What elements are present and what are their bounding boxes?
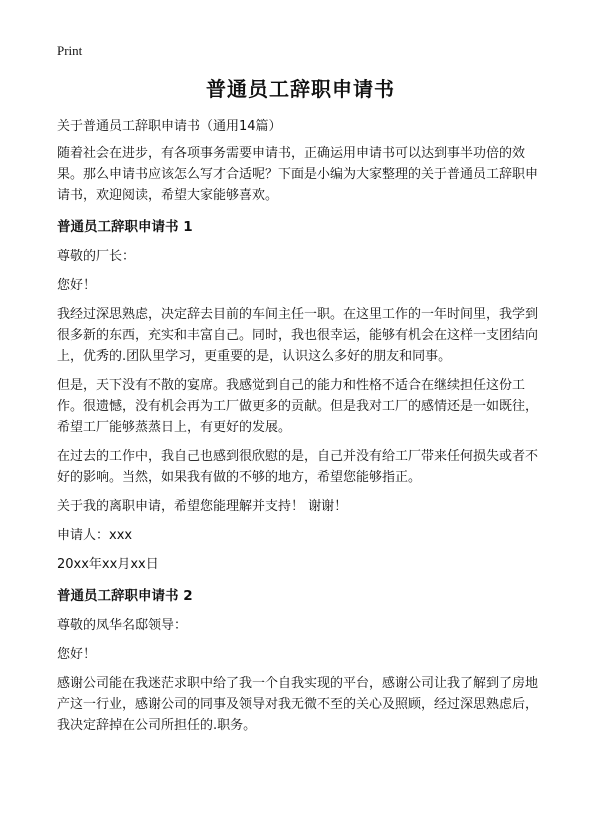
greeting: 您好！ (57, 278, 97, 293)
document-subtitle: 关于普通员工辞职申请书（通用14篇） (57, 119, 282, 134)
document-title: 普通员工辞职申请书 (206, 77, 395, 101)
salutation: 尊敬的凤华名邸领导： (57, 618, 188, 633)
body-paragraph: 关于我的离职申请，希望您能理解并支持！ 谢谢！ (57, 499, 348, 514)
letter-section-1 (57, 216, 544, 575)
letter-section-2 (57, 585, 544, 736)
body-paragraph: 感谢公司能在我迷茫求职中给了我一个自我实现的平台，感谢公司让我了解到了房地产这一行业，感谢公司的同事及领导对我无微不至的关心及照顾，经过深思熟虑后，我决定辞掉在公司所担任的.职务。 (57, 676, 539, 733)
print-link[interactable]: Print (57, 43, 83, 58)
body-paragraph: 在过去的工作中，我自己也感到很欣慰的是，自己并没有给工厂带来任何损失或者不好的影响。当然，如果我有做的不够的地方，希望您能够指正。 (57, 449, 539, 485)
applicant-line: 申请人：xxx (57, 528, 133, 543)
body-paragraph: 但是，天下没有不散的宴席。我感觉到自己的能力和性格不适合在继续担任这份工作。很遗憾，没有机会再为工厂做更多的贡献。但是我对工厂的感情还是一如既往，希望工厂能够蒸蒸日上，有更好的发展。 (57, 378, 539, 435)
date-line: 20xx年xx月xx日 (57, 557, 159, 572)
body-paragraph: 我经过深思熟虑，决定辞去目前的车间主任一职。在这里工作的一年时间里，我学到很多新的东西，充实和丰富自己。同时，我也很幸运，能够有机会在这样一支团结向上，优秀的.团队里学习，更重要的是，认识这么多好的朋友和同事。 (57, 307, 539, 364)
salutation: 尊敬的厂长： (57, 249, 136, 264)
section-heading: 普通员工辞职申请书 1 (57, 219, 193, 235)
greeting: 您好！ (57, 647, 97, 662)
intro-paragraph: 随着社会在进步，有各项事务需要申请书，正确运用申请书可以达到事半功倍的效果。那么申请书应该怎么写才合适呢？下面是小编为大家整理的关于普通员工辞职申请书，欢迎阅读，希望大家能够喜欢。 (57, 146, 539, 203)
section-heading: 普通员工辞职申请书 2 (57, 588, 193, 604)
